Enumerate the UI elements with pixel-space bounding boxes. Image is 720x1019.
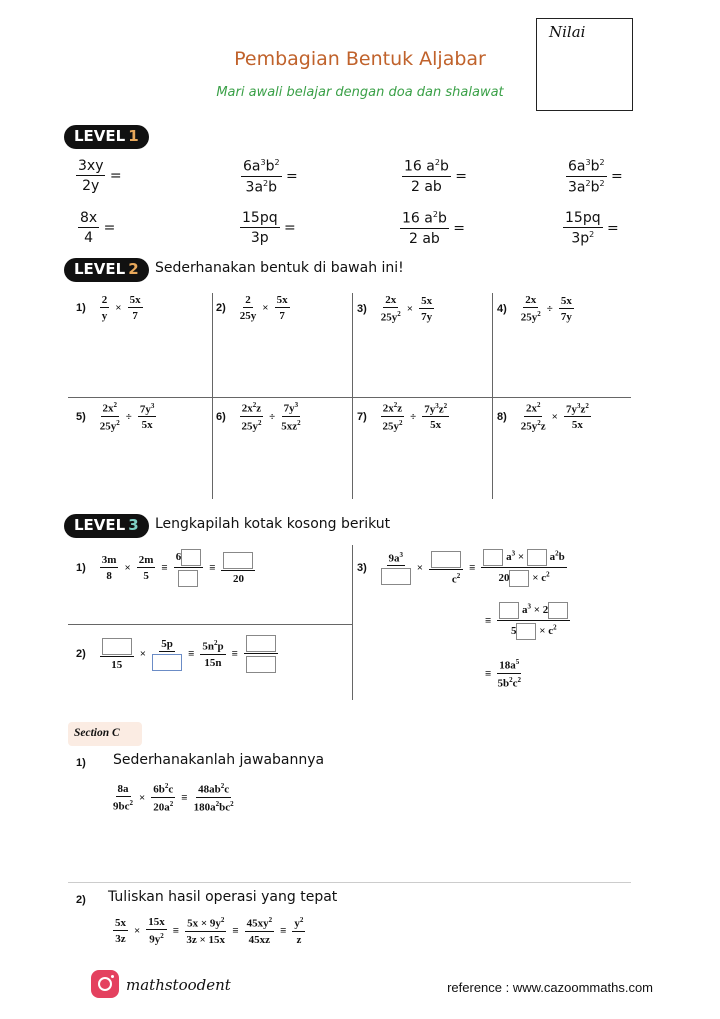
sectionC-problem: $\frac{5x}{3z}$ × $\frac{15x}{9y^2}$ ≡ $5x \times 9y^2$ 3z × 15x ≡ $45xy^2$ 45xz ≡ $y^2$ z [115, 916, 304, 946]
level2-problem: 4) $\frac{2x}{25y^2}$ ÷ $\frac{5x}{7y}$ [497, 294, 572, 324]
level1-problem: $\frac{3xy}{2y}$ = [78, 158, 122, 194]
level3-problem: ≡ $18a^5$ $5b^2c^2$ [485, 658, 522, 690]
question-number: 1) [76, 757, 86, 769]
level1-problem: $\frac{6a^3b^2}{3a^2b^2}$ = [568, 158, 623, 196]
level3-instruction: Lengkapilah kotak kosong berikut [155, 516, 391, 532]
level1-problem: $\frac{15pq}{3p}$ = [242, 210, 296, 246]
blank-box[interactable] [431, 551, 461, 568]
grid-divider [212, 293, 213, 499]
instagram-handle: mathstoodent [126, 976, 231, 994]
section-c-tag: Section C [68, 722, 142, 746]
blank-box[interactable] [516, 623, 536, 640]
level-1-badge: LEVEL 1 [64, 125, 149, 149]
blank-box[interactable] [246, 656, 276, 673]
blank-box[interactable] [483, 549, 503, 566]
level1-problem: $\frac{15pq}{3p^2}$ = [565, 210, 619, 247]
level1-problem: $\frac{16 a^2b}{2 ab}$ = [404, 158, 468, 195]
page-subtitle: Mari awali belajar dengan doa dan shalawat [216, 85, 504, 100]
question-2-text: Tuliskan hasil operasi yang tepat [108, 889, 338, 905]
instagram-icon [91, 970, 119, 998]
level1-problem: $\frac{6a^3b^2}{3a^2b}$ = [243, 158, 298, 196]
blank-box[interactable] [381, 568, 411, 585]
level1-problem: $\frac{8x}{4}$ = [80, 210, 116, 246]
blank-box[interactable] [527, 549, 547, 566]
level2-problem: 3) $\frac{2x}{25y^2}$ × $\frac{5x}{7y}$ [357, 294, 433, 324]
level3-problem: ≡ $a^3 \times 2$ $5 \times c^2$ [485, 602, 570, 640]
level2-problem: 7) $\frac{2x^2z}{25y^2}$ ÷ $\frac{7y^3z^2}{5x}$ [357, 401, 448, 433]
blank-box[interactable] [181, 549, 201, 566]
page-title: Pembagian Bentuk Aljabar [234, 48, 486, 70]
level2-instruction: Sederhanakan bentuk di bawah ini! [155, 260, 404, 276]
grid-divider [352, 545, 353, 700]
level3-problem: 2) 15 × 5p ≡ $5n^2p$ 15n ≡ [76, 635, 278, 673]
blank-box[interactable] [499, 602, 519, 619]
level2-problem: 8) $\frac{2x^2}{25y^2z}$ × $\frac{7y^3z^2}{5x}$ [497, 401, 589, 433]
blank-box[interactable] [178, 570, 198, 587]
sectionC-problem: $\frac{8a}{9bc^2}$ × $\frac{6b^2c}{20a^2}$ ≡ $48ab^2c$ $180a^2bc^2$ [113, 782, 234, 814]
blank-box[interactable] [102, 638, 132, 655]
blank-box[interactable] [152, 654, 182, 671]
level3-problem: 3) $9a^3$ × $c^2$ ≡ $a^3 \times a^2b$ $20 \times c^2$ [357, 549, 565, 586]
blank-box[interactable] [246, 635, 276, 652]
level-2-badge: LEVEL 2 [64, 258, 149, 282]
grid-divider [68, 624, 352, 625]
level1-problem: $\frac{16 a^2b}{2 ab}$ = [402, 210, 466, 247]
level3-problem: 1) $\frac{3m}{8}$ × $\frac{2m}{5}$ ≡ 6 ≡ 20 [76, 549, 255, 587]
blank-box[interactable] [509, 570, 529, 587]
blank-box[interactable] [223, 552, 253, 569]
grid-divider [68, 397, 631, 398]
level-3-badge: LEVEL 3 [64, 514, 149, 538]
question-number: 2) [76, 894, 86, 906]
section-divider [68, 882, 631, 883]
grid-divider [352, 293, 353, 499]
level2-problem: 1) $\frac{2}{y}$ × $\frac{5x}{7}$ [76, 294, 141, 322]
question-1-text: Sederhanakanlah jawabannya [113, 752, 325, 768]
level2-problem: 6) $\frac{2x^2z}{25y^2}$ ÷ $\frac{7y^3}{5xz^2}$ [216, 401, 301, 433]
level2-problem: 5) $\frac{2x^2}{25y^2}$ ÷ $\frac{7y^3}{5x}$ [76, 401, 155, 433]
reference-text: reference : www.cazoommaths.com [447, 980, 653, 995]
grid-divider [492, 293, 493, 499]
level2-problem: 2) $\frac{2}{25y}$ × $\frac{5x}{7}$ [216, 294, 288, 322]
blank-box[interactable] [548, 602, 568, 619]
score-label: Nilai [549, 23, 586, 41]
